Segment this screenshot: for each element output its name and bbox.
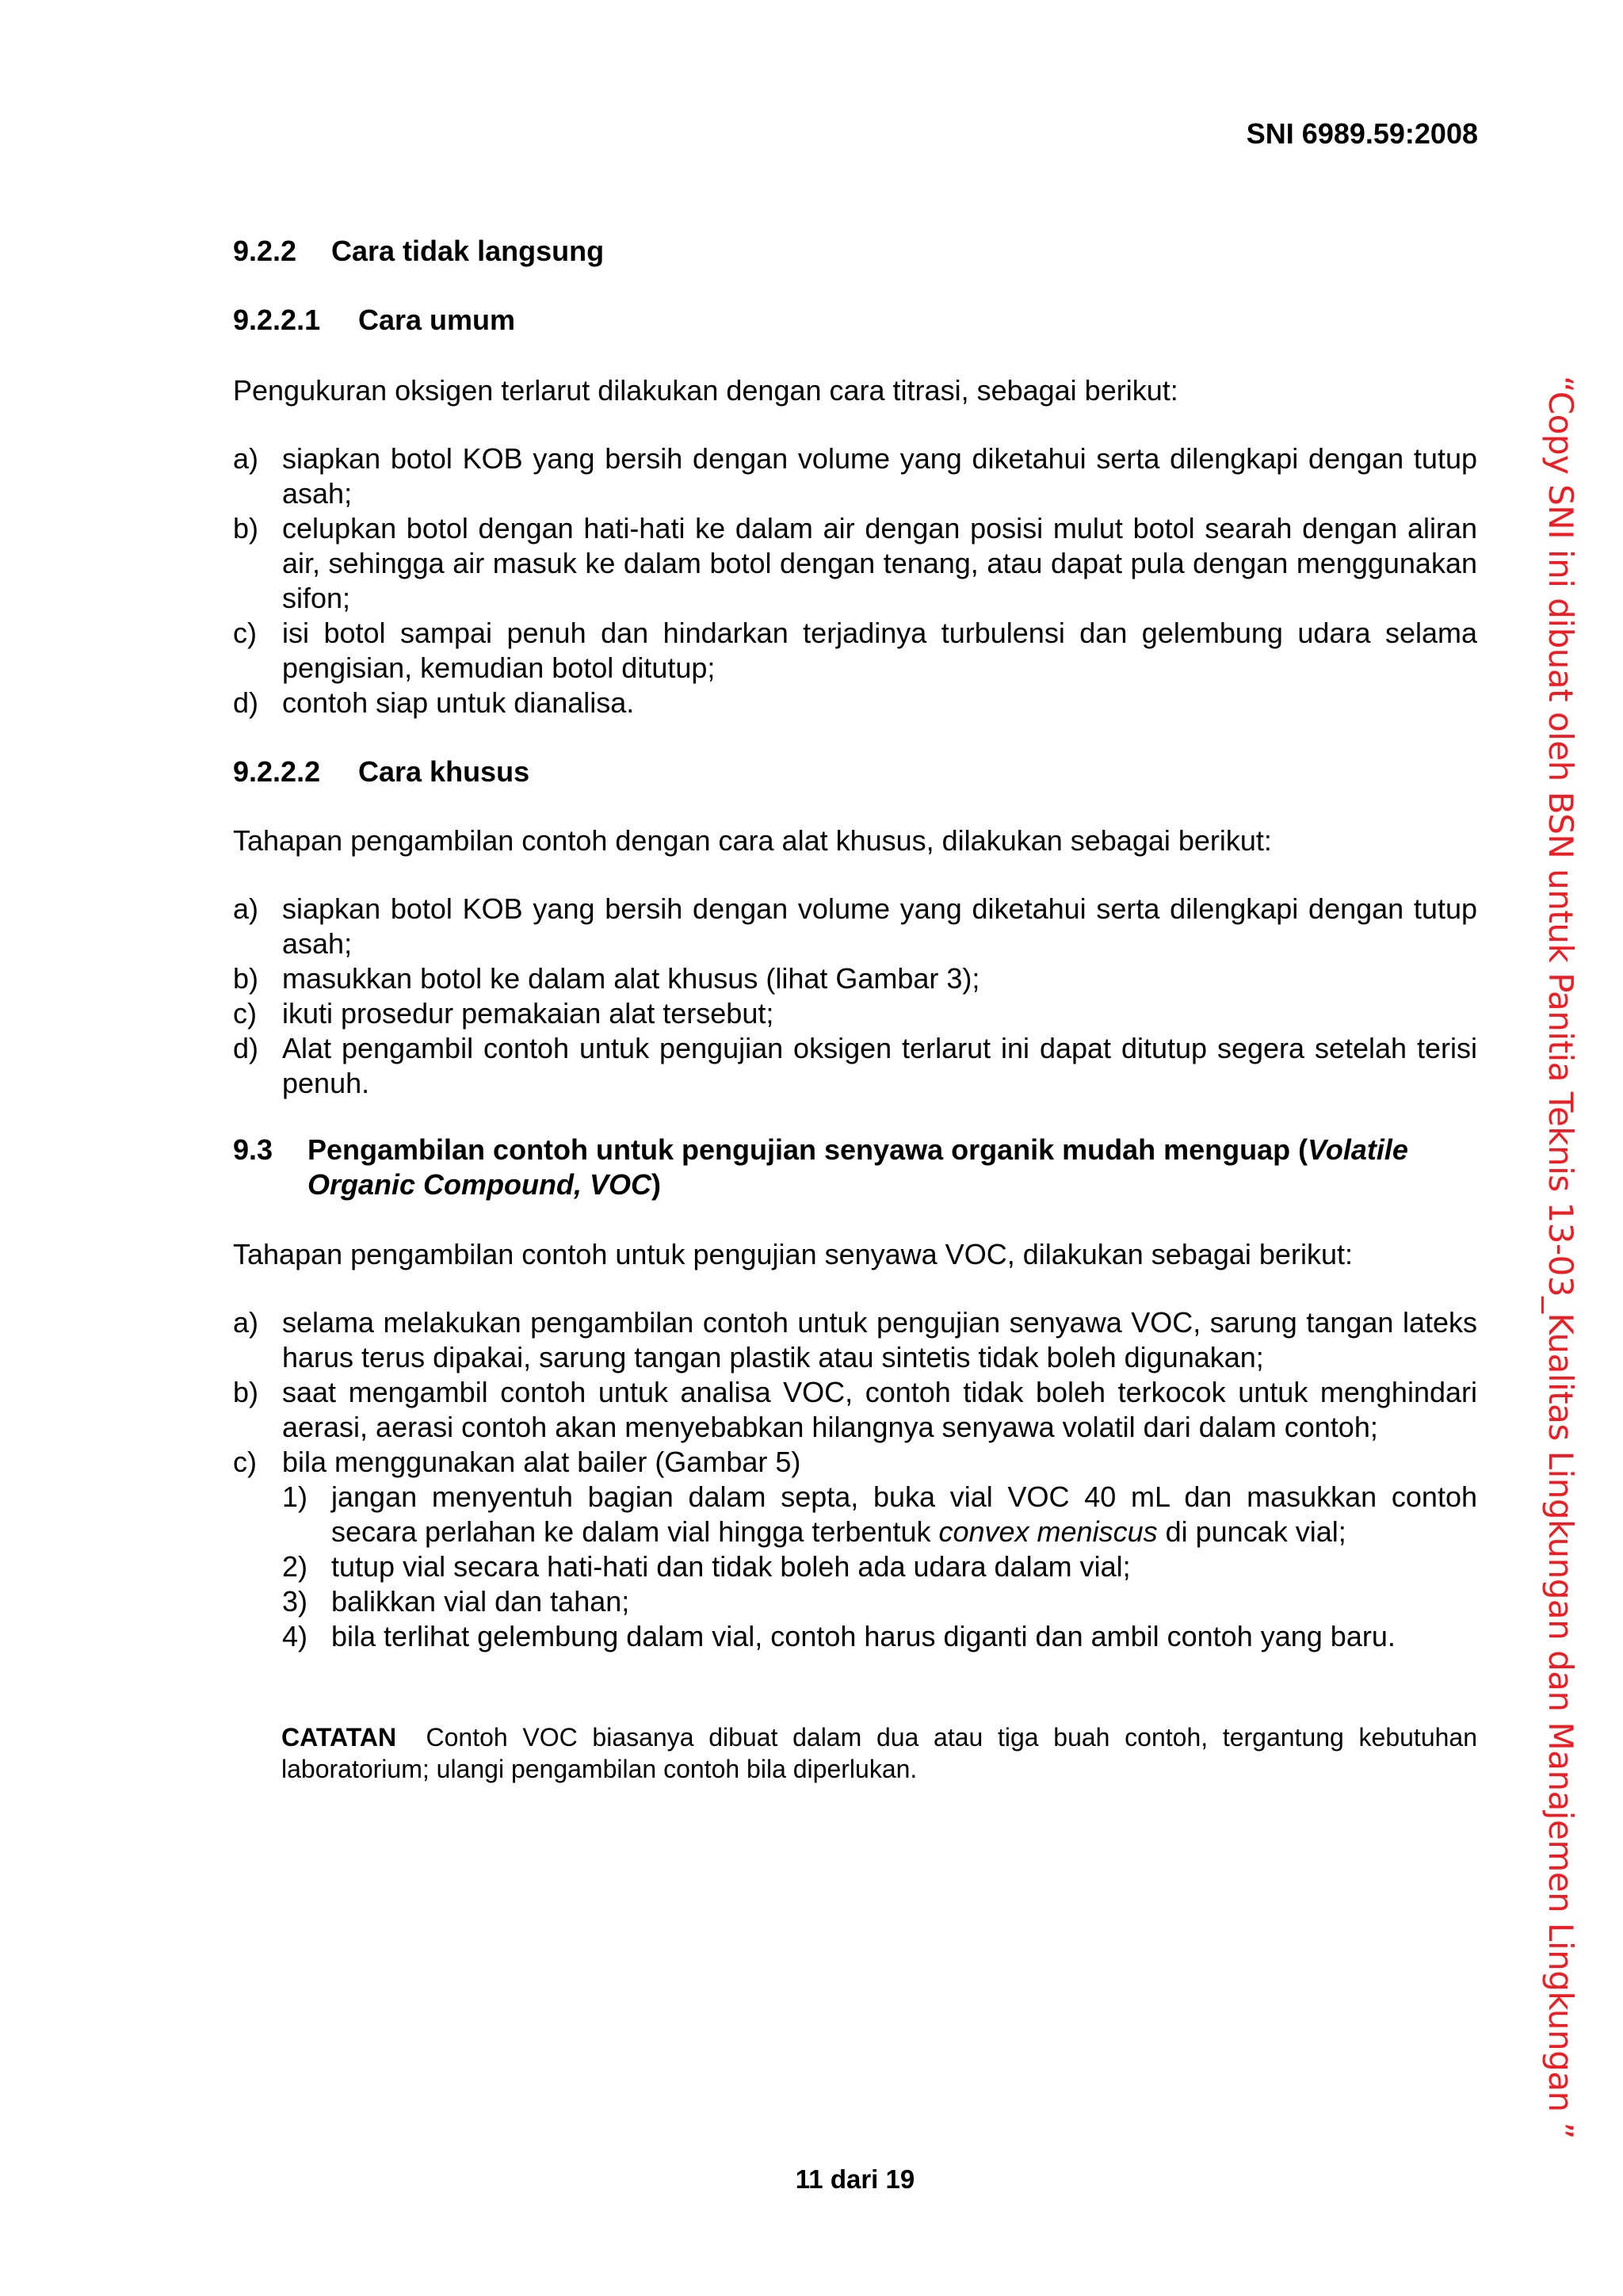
sublist-item — [282, 1480, 1477, 1549]
list-text: celupkan botol dengan hati-hati ke dalam air dengan posisi mulut botol searah dengan aliran air, sehingga air masuk ke dalam botol dengan tenang, atau dapat pula dengan menggunakan sifon; — [282, 512, 1477, 614]
sublist-marker: 3) — [282, 1585, 308, 1618]
list-9-3 — [233, 1305, 1477, 1654]
section-title-part: Pengambilan contoh untuk pengujian senyawa organik mudah menguap ( — [307, 1133, 1308, 1166]
copyright-watermark — [1541, 376, 1604, 2139]
sublist-marker: 4) — [282, 1620, 308, 1652]
list-text: Alat pengambil contoh untuk pengujian oksigen terlarut ini dapat ditutup segera setelah terisi penuh. — [282, 1032, 1477, 1099]
list-item — [233, 1375, 1477, 1445]
section-heading-9-2-2 — [233, 235, 604, 268]
sublist-item — [282, 1584, 1477, 1619]
sublist-marker: 1) — [282, 1480, 308, 1513]
list-marker: d) — [233, 686, 259, 719]
list-item — [233, 686, 1477, 720]
section-heading-9-3 — [233, 1133, 1477, 1202]
list-item — [233, 511, 1477, 616]
sublist-text: balikkan vial dan tahan; — [331, 1585, 630, 1618]
list-marker: b) — [233, 1376, 259, 1408]
list-item — [233, 1445, 1477, 1654]
sublist — [282, 1480, 1477, 1654]
sublist-marker: 2) — [282, 1550, 308, 1583]
section-heading-9-2-2-1 — [233, 304, 515, 337]
list-marker: c) — [233, 997, 257, 1030]
section-title: Cara umum — [358, 304, 516, 336]
list-9-2-2-1 — [233, 441, 1477, 720]
section-number: 9.3 — [233, 1133, 273, 1166]
list-text: saat mengambil contoh untuk analisa VOC, contoh tidak boleh terkocok untuk menghindari aerasi, aerasi contoh akan menyebabkan hilangnya senyawa volatil dari dalam contoh; — [282, 1376, 1477, 1443]
sublist-text: tutup vial secara hati-hati dan tidak boleh ada udara dalam vial; — [331, 1550, 1131, 1583]
sublist-text: bila terlihat gelembung dalam vial, contoh harus diganti dan ambil contoh yang baru. — [331, 1620, 1396, 1652]
section-heading-9-2-2-2 — [233, 755, 529, 789]
paragraph-intro-9-3: Tahapan pengambilan contoh untuk pengujian senyawa VOC, dilakukan sebagai berikut: — [233, 1238, 1353, 1270]
list-item — [233, 616, 1477, 686]
list-marker: c) — [233, 617, 257, 649]
list-marker: a) — [233, 442, 259, 475]
list-9-2-2-2 — [233, 892, 1477, 1101]
section-title-part: ) — [651, 1168, 662, 1201]
list-marker: b) — [233, 512, 259, 544]
section-number: 9.2.2.2 — [233, 755, 321, 788]
sublist-text-italic: convex meniscus — [938, 1515, 1158, 1548]
list-text: masukkan botol ke dalam alat khusus (lihat Gambar 3); — [282, 962, 980, 995]
section-number: 9.2.2.1 — [233, 304, 321, 336]
list-marker: b) — [233, 962, 259, 995]
list-text: selama melakukan pengambilan contoh untuk pengujian senyawa VOC, sarung tangan lateks harus terus dipakai, sarung tangan plastik atau sintetis tidak boleh digunakan; — [282, 1306, 1477, 1373]
list-item — [233, 996, 1477, 1031]
sublist-item — [282, 1619, 1477, 1654]
list-item — [233, 961, 1477, 996]
list-item — [233, 892, 1477, 961]
list-text: bila menggunakan alat bailer (Gambar 5) — [282, 1446, 801, 1478]
note-label: CATATAN — [281, 1723, 397, 1752]
section-title: Cara khusus — [358, 755, 530, 788]
watermark-text: “Copy SNI ini dibuat oleh BSN untuk Panitia Teknis 13-03_Kualitas Lingkungan dan Manajemen Lingkungan ” — [1541, 376, 1580, 2139]
note-text: Contoh VOC biasanya dibuat dalam dua atau tiga buah contoh, tergantung kebutuhan laboratorium; ulangi pengambilan contoh bila diperlukan. — [281, 1723, 1484, 1783]
list-text: siapkan botol KOB yang bersih dengan volume yang diketahui serta dilengkapi dengan tutup asah; — [282, 892, 1477, 960]
sublist-text: di puncak vial; — [1157, 1515, 1346, 1548]
note — [281, 1721, 1484, 1785]
list-marker: a) — [233, 892, 259, 925]
section-title-italic: Volatile Organic Compound, VOC — [307, 1133, 1408, 1201]
list-item — [233, 1305, 1477, 1375]
list-text: ikuti prosedur pemakaian alat tersebut; — [282, 997, 774, 1030]
section-title: Cara tidak langsung — [331, 235, 605, 267]
list-text: siapkan botol KOB yang bersih dengan volume yang diketahui serta dilengkapi dengan tutup asah; — [282, 442, 1477, 510]
list-text: isi botol sampai penuh dan hindarkan terjadinya turbulensi dan gelembung udara selama pengisian, kemudian botol ditutup; — [282, 617, 1477, 684]
section-number: 9.2.2 — [233, 235, 297, 267]
paragraph-intro-9-2-2-2: Tahapan pengambilan contoh dengan cara alat khusus, dilakukan sebagai berikut: — [233, 824, 1272, 857]
page-number: 11 dari 19 — [795, 2164, 915, 2194]
list-marker: d) — [233, 1032, 259, 1064]
list-text: contoh siap untuk dianalisa. — [282, 686, 635, 719]
paragraph-intro-9-2-2-1: Pengukuran oksigen terlarut dilakukan dengan cara titrasi, sebagai berikut: — [233, 374, 1178, 407]
list-item — [233, 1031, 1477, 1101]
document-code: SNI 6989.59:2008 — [1246, 117, 1478, 150]
sublist-item — [282, 1549, 1477, 1584]
list-marker: c) — [233, 1446, 257, 1478]
list-item — [233, 441, 1477, 511]
list-marker: a) — [233, 1306, 259, 1339]
sublist-text: jangan menyentuh bagian dalam septa, buka vial VOC 40 mL dan masukkan contoh secara perlahan ke dalam vial hingga terbentuk — [331, 1480, 1477, 1548]
